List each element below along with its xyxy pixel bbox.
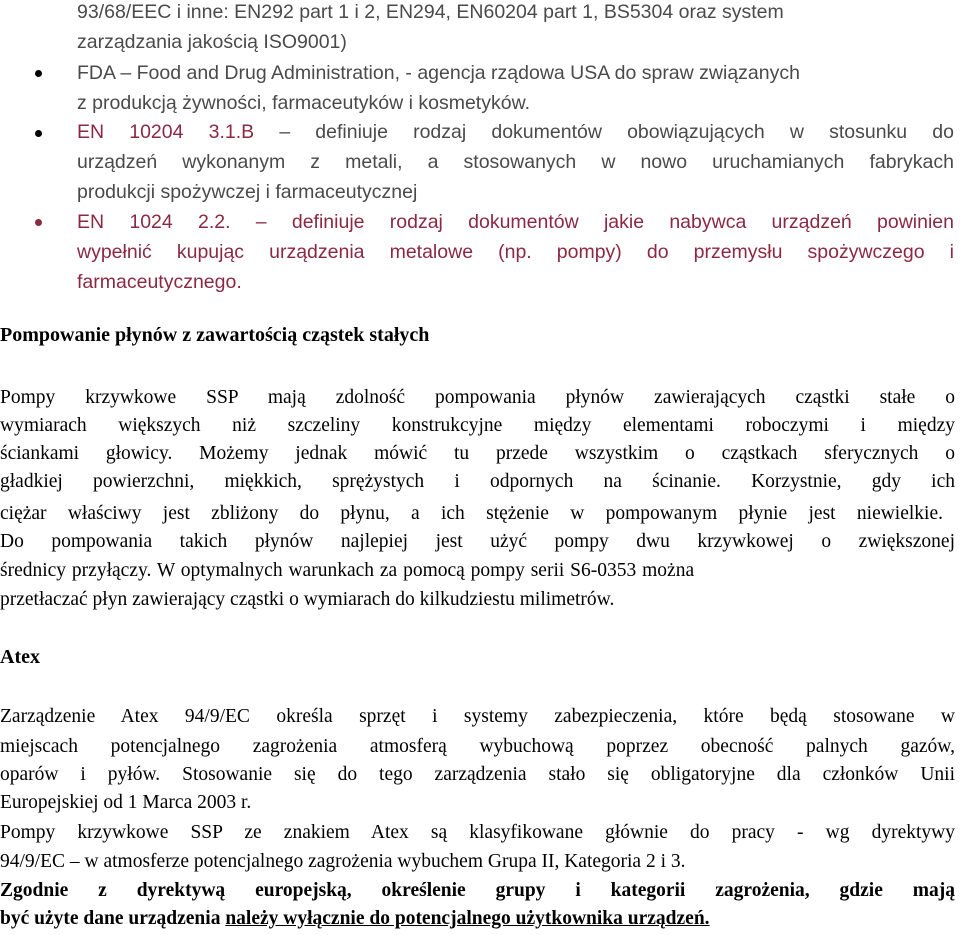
paragraph-line: Europejskiej od 1 Marca 2003 r. bbox=[0, 792, 252, 813]
paragraph-line: przetłaczać płyn zawierający cząstki o wymiarach do kilkudziestu milimetrów. bbox=[0, 589, 615, 610]
en10204-line-2: urządzeń wykonanym z metali, a stosowanych w nowo uruchamianych fabrykach bbox=[77, 151, 954, 173]
en10204-line-3: produkcji spożywczej i farmaceutycznej bbox=[77, 181, 418, 203]
paragraph-line: ciężar właściwy jest zbliżony do płynu, a ich stężenie w pompowanym płynie jest niewielkie. bbox=[0, 503, 943, 524]
paragraph-line: gładkiej powierzchni, miękkich, sprężystych i odpornych na ścinanie. Korzystnie, gdy ich bbox=[0, 471, 955, 492]
en1024-line-1: EN 1024 2.2. – definiuje rodzaj dokumentów jakie nabywca urządzeń powinien bbox=[77, 211, 954, 233]
en1024-line-3: farmaceutycznego. bbox=[77, 271, 242, 293]
fda-line-2: z produkcją żywności, farmaceutyków i kosmetyków. bbox=[77, 92, 530, 114]
paragraph-line: Pompy krzywkowe SSP mają zdolność pompowania płynów zawierających cząstki stałe o bbox=[0, 387, 955, 408]
en10204-text: – definiuje rodzaj dokumentów obowiązujących w stosunku do bbox=[279, 121, 954, 143]
paragraph-line: Do pompowania takich płynów najlepiej jest użyć pompy dwu krzywkowej o zwiększonej bbox=[0, 531, 955, 552]
en10204-code: EN 10204 3.1.B bbox=[77, 121, 255, 143]
section-heading-atex: Atex bbox=[0, 646, 40, 668]
en1024-line-2: wypełnić kupując urządzenia metalowe (np. pompy) do przemysłu spożywczego i bbox=[77, 241, 954, 263]
paragraph-line: Zarządzenie Atex 94/9/EC określa sprzęt i systemy zabezpieczenia, które będą stosowane w bbox=[0, 706, 955, 727]
paragraph-line: Pompy krzywkowe SSP ze znakiem Atex są klasyfikowane głównie do pracy - wg dyrektywy bbox=[0, 822, 955, 843]
en10204-line-1 bbox=[77, 117, 954, 147]
fda-line-1: FDA – Food and Drug Administration, - agencja rządowa USA do spraw związanych bbox=[77, 62, 800, 84]
paragraph-line: wymiarach większych niż szczeliny konstrukcyjne między elementami roboczymi i między bbox=[0, 415, 955, 436]
paragraph-line: oparów i pyłów. Stosowanie się do tego zarządzenia stało się obligatoryjne dla członków Unii bbox=[0, 764, 955, 785]
bullet-dot bbox=[35, 70, 42, 77]
bold-notice-underlined: należy wyłącznie do potencjalnego użytkownika urządzeń. bbox=[225, 908, 710, 929]
paragraph-line: 94/9/EC – w atmosferze potencjalnego zagrożenia wybuchem Grupa II, Kategoria 2 i 3. bbox=[0, 851, 686, 872]
paragraph-line: miejscach potencjalnego zagrożenia atmosferą wybuchową poprzez obecność palnych gazów, bbox=[0, 736, 955, 757]
bold-notice-line-2 bbox=[0, 905, 955, 933]
bullet-dot bbox=[35, 219, 42, 226]
bullet-dot bbox=[35, 130, 42, 137]
paragraph-line: ściankami głowicy. Możemy jednak mówić tu przede wszystkim o cząstkach sferycznych o bbox=[0, 443, 955, 464]
paragraph-line: średnicy przyłączy. W optymalnych warunkach za pomocą pompy serii S6-0353 można bbox=[0, 560, 695, 581]
bold-notice-line-1: Zgodnie z dyrektywą europejską, określenie grupy i kategorii zagrożenia, gdzie mają bbox=[0, 880, 955, 901]
section-heading-solids: Pompowanie płynów z zawartością cząstek stałych bbox=[0, 324, 430, 346]
intro-line-1: 93/68/EEC i inne: EN292 part 1 i 2, EN294, EN60204 part 1, BS5304 oraz system bbox=[77, 1, 784, 23]
intro-line-2: zarządzania jakością ISO9001) bbox=[77, 31, 347, 53]
bold-notice-prefix: być użyte dane urządzenia bbox=[0, 908, 226, 929]
